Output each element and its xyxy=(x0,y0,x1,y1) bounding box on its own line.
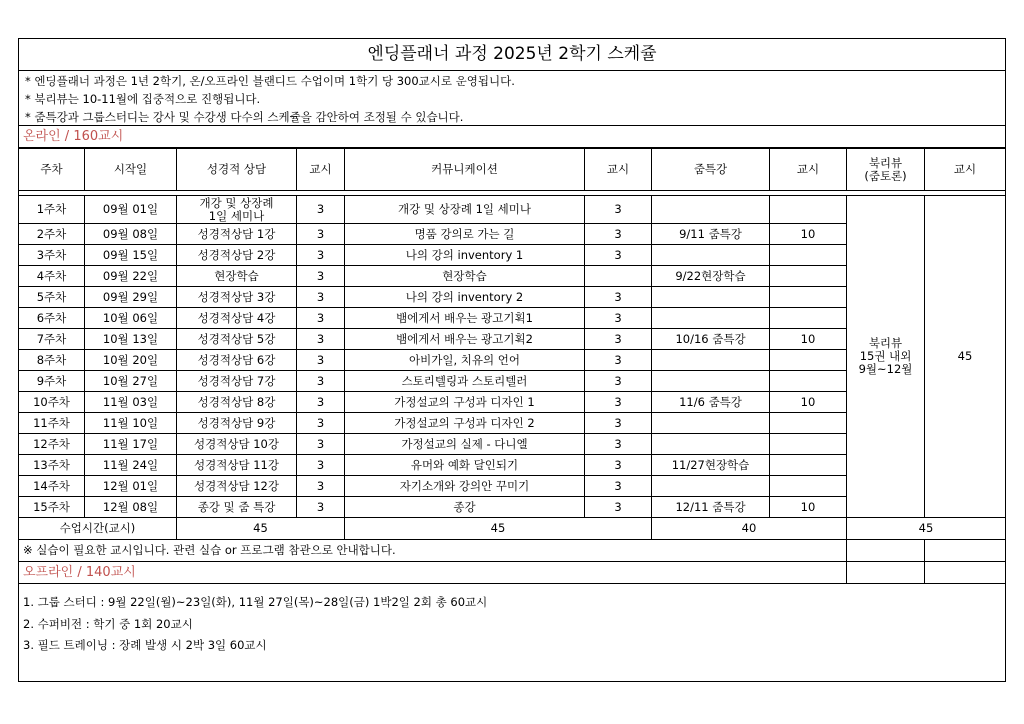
cell-counsel: 성경적상담 1강 xyxy=(177,224,297,245)
offline-section-label: 오프라인 / 140교시 xyxy=(19,562,847,584)
cell-date: 10월 20일 xyxy=(85,350,177,371)
cell-c3 xyxy=(770,308,847,329)
book-review-hours: 45 xyxy=(925,196,1006,518)
cell-date: 10월 27일 xyxy=(85,371,177,392)
cell-comm: 개강 및 상장례 1일 세미나 xyxy=(345,196,585,224)
cell-c2: 3 xyxy=(585,497,652,518)
cell-zoom: 11/6 줌특강 xyxy=(652,392,770,413)
cell-week: 12주차 xyxy=(19,434,85,455)
cell-zoom xyxy=(652,371,770,392)
column-header: 줌특강 xyxy=(652,149,770,191)
cell-comm: 명품 강의로 가는 길 xyxy=(345,224,585,245)
cell-date: 09월 01일 xyxy=(85,196,177,224)
cell-c2: 3 xyxy=(585,287,652,308)
totals-counsel: 45 xyxy=(177,518,345,540)
cell-week: 15주차 xyxy=(19,497,85,518)
cell-c2: 3 xyxy=(585,308,652,329)
cell-week: 14주차 xyxy=(19,476,85,497)
header-row xyxy=(19,149,1006,191)
cell-c1: 3 xyxy=(297,308,345,329)
cell-zoom xyxy=(652,245,770,266)
totals-row xyxy=(19,518,1006,540)
note-line: * 줌특강과 그룹스터디는 강사 및 수강생 다수의 스케쥴을 감안하여 조정될 수 있습니다. xyxy=(25,110,464,124)
note-line: * 엔딩플래너 과정은 1년 2학기, 온/오프라인 블랜디드 수업이며 1학기 당 300교시로 운영됩니다. xyxy=(25,74,515,88)
cell-zoom xyxy=(652,350,770,371)
cell-week: 11주차 xyxy=(19,413,85,434)
totals-label: 수업시간(교시) xyxy=(19,518,177,540)
cell-c3 xyxy=(770,455,847,476)
cell-week: 1주차 xyxy=(19,196,85,224)
cell-zoom: 9/22현장학습 xyxy=(652,266,770,287)
cell-counsel: 성경적상담 3강 xyxy=(177,287,297,308)
cell-comm: 뱀에게서 배우는 광고기획1 xyxy=(345,308,585,329)
cell-c2: 3 xyxy=(585,455,652,476)
cell-c2: 3 xyxy=(585,434,652,455)
empty-cell xyxy=(847,562,925,584)
column-header: 성경적 상담 xyxy=(177,149,297,191)
empty-cell xyxy=(925,562,1006,584)
cell-comm: 유머와 예화 달인되기 xyxy=(345,455,585,476)
offline-body xyxy=(19,584,1005,657)
cell-counsel: 성경적상담 12강 xyxy=(177,476,297,497)
cell-c3 xyxy=(770,196,847,224)
cell-c1: 3 xyxy=(297,266,345,287)
cell-c1: 3 xyxy=(297,329,345,350)
cell-week: 4주차 xyxy=(19,266,85,287)
cell-comm: 나의 강의 inventory 1 xyxy=(345,245,585,266)
cell-date: 12월 01일 xyxy=(85,476,177,497)
cell-c1: 3 xyxy=(297,245,345,266)
cell-c3 xyxy=(770,287,847,308)
cell-week: 13주차 xyxy=(19,455,85,476)
cell-comm: 나의 강의 inventory 2 xyxy=(345,287,585,308)
cell-c2: 3 xyxy=(585,350,652,371)
cell-counsel: 성경적상담 4강 xyxy=(177,308,297,329)
cell-c3: 10 xyxy=(770,497,847,518)
notes-block xyxy=(19,71,1005,126)
cell-c1: 3 xyxy=(297,434,345,455)
cell-date: 11월 24일 xyxy=(85,455,177,476)
cell-counsel: 현장학습 xyxy=(177,266,297,287)
cell-c1: 3 xyxy=(297,413,345,434)
cell-c2: 3 xyxy=(585,476,652,497)
totals-zoom: 40 xyxy=(652,518,847,540)
cell-counsel: 개강 및 상장례 1일 세미나 xyxy=(177,196,297,224)
cell-c3 xyxy=(770,413,847,434)
cell-zoom xyxy=(652,413,770,434)
cell-week: 9주차 xyxy=(19,371,85,392)
cell-zoom xyxy=(652,196,770,224)
cell-week: 2주차 xyxy=(19,224,85,245)
cell-c1: 3 xyxy=(297,224,345,245)
cell-c3: 10 xyxy=(770,329,847,350)
cell-c1: 3 xyxy=(297,350,345,371)
cell-c3: 10 xyxy=(770,224,847,245)
cell-c2: 3 xyxy=(585,245,652,266)
cell-date: 11월 10일 xyxy=(85,413,177,434)
cell-zoom: 11/27현장학습 xyxy=(652,455,770,476)
cell-c2: 3 xyxy=(585,224,652,245)
offline-item: 1. 그룹 스터디 : 9월 22일(월)~23일(화), 11월 27일(목)~28일(금) 1박2일 2회 총 60교시 xyxy=(23,595,488,609)
cell-c2: 3 xyxy=(585,329,652,350)
cell-c1: 3 xyxy=(297,497,345,518)
column-header: 교시 xyxy=(925,149,1006,191)
cell-counsel: 종강 및 줌 특강 xyxy=(177,497,297,518)
cell-counsel: 성경적상담 10강 xyxy=(177,434,297,455)
cell-c1: 3 xyxy=(297,455,345,476)
cell-counsel: 성경적상담 9강 xyxy=(177,413,297,434)
cell-c1: 3 xyxy=(297,476,345,497)
totals-comm: 45 xyxy=(345,518,652,540)
cell-zoom xyxy=(652,287,770,308)
schedule-body xyxy=(19,191,1006,584)
cell-c2: 3 xyxy=(585,413,652,434)
cell-week: 3주차 xyxy=(19,245,85,266)
cell-date: 09월 08일 xyxy=(85,224,177,245)
cell-c3 xyxy=(770,266,847,287)
cell-week: 5주차 xyxy=(19,287,85,308)
online-section-label: 온라인 / 160교시 xyxy=(19,126,1005,148)
offline-label-row xyxy=(19,562,1006,584)
cell-comm: 가정설교의 실제 - 다니엘 xyxy=(345,434,585,455)
cell-date: 11월 03일 xyxy=(85,392,177,413)
cell-comm: 아비가일, 치유의 언어 xyxy=(345,350,585,371)
cell-counsel: 성경적상담 8강 xyxy=(177,392,297,413)
cell-zoom xyxy=(652,308,770,329)
column-header: 교시 xyxy=(585,149,652,191)
column-header: 교시 xyxy=(770,149,847,191)
schedule-table xyxy=(18,148,1006,584)
cell-date: 10월 13일 xyxy=(85,329,177,350)
cell-date: 10월 06일 xyxy=(85,308,177,329)
cell-comm: 가정설교의 구성과 디자인 2 xyxy=(345,413,585,434)
cell-week: 6주차 xyxy=(19,308,85,329)
cell-zoom xyxy=(652,434,770,455)
cell-c3: 10 xyxy=(770,392,847,413)
column-header: 주차 xyxy=(19,149,85,191)
cell-date: 11월 17일 xyxy=(85,434,177,455)
schedule-document xyxy=(18,38,1006,682)
footnote-row xyxy=(19,540,1006,562)
cell-counsel: 성경적상담 11강 xyxy=(177,455,297,476)
cell-c1: 3 xyxy=(297,392,345,413)
cell-comm: 가정설교의 구성과 디자인 1 xyxy=(345,392,585,413)
note-line: * 북리뷰는 10-11월에 집중적으로 진행됩니다. xyxy=(25,92,261,106)
cell-comm: 자기소개와 강의안 꾸미기 xyxy=(345,476,585,497)
table-row xyxy=(19,196,1006,224)
offline-item: 2. 수퍼비전 : 학기 중 1회 20교시 xyxy=(23,616,193,631)
cell-c1: 3 xyxy=(297,371,345,392)
cell-c3 xyxy=(770,245,847,266)
cell-c1: 3 xyxy=(297,287,345,308)
cell-c2 xyxy=(585,266,652,287)
cell-comm: 스토리텔링과 스토리텔러 xyxy=(345,371,585,392)
cell-comm: 뱀에게서 배우는 광고기획2 xyxy=(345,329,585,350)
cell-counsel: 성경적상담 5강 xyxy=(177,329,297,350)
offline-item: 3. 필드 트레이닝 : 장례 발생 시 2박 3일 60교시 xyxy=(23,638,267,652)
column-header: 커뮤니케이션 xyxy=(345,149,585,191)
empty-cell xyxy=(925,540,1006,562)
cell-week: 10주차 xyxy=(19,392,85,413)
cell-counsel: 성경적상담 7강 xyxy=(177,371,297,392)
totals-book: 45 xyxy=(847,518,1006,540)
cell-comm: 현장학습 xyxy=(345,266,585,287)
cell-date: 09월 22일 xyxy=(85,266,177,287)
cell-counsel: 성경적상담 2강 xyxy=(177,245,297,266)
cell-c3 xyxy=(770,371,847,392)
empty-cell xyxy=(847,540,925,562)
cell-counsel: 성경적상담 6강 xyxy=(177,350,297,371)
cell-c2: 3 xyxy=(585,371,652,392)
cell-comm: 종강 xyxy=(345,497,585,518)
cell-zoom: 9/11 줌특강 xyxy=(652,224,770,245)
column-header: 시작일 xyxy=(85,149,177,191)
cell-date: 12월 08일 xyxy=(85,497,177,518)
cell-week: 8주차 xyxy=(19,350,85,371)
book-review-cell: 북리뷰 15권 내외 9월~12월 xyxy=(847,196,925,518)
cell-date: 09월 29일 xyxy=(85,287,177,308)
cell-c3 xyxy=(770,350,847,371)
cell-c2: 3 xyxy=(585,196,652,224)
cell-c1: 3 xyxy=(297,196,345,224)
column-header: 교시 xyxy=(297,149,345,191)
cell-c2: 3 xyxy=(585,392,652,413)
cell-c3 xyxy=(770,434,847,455)
cell-week: 7주차 xyxy=(19,329,85,350)
cell-c3 xyxy=(770,476,847,497)
footnote: ※ 실습이 필요한 교시입니다. 관련 실습 or 프로그램 참관으로 안내합니다. xyxy=(19,540,847,562)
document-title: 엔딩플래너 과정 2025년 2학기 스케쥴 xyxy=(19,39,1005,71)
cell-zoom: 12/11 줌특강 xyxy=(652,497,770,518)
cell-zoom: 10/16 줌특강 xyxy=(652,329,770,350)
column-header: 북리뷰 (줌토론) xyxy=(847,149,925,191)
cell-zoom xyxy=(652,476,770,497)
cell-date: 09월 15일 xyxy=(85,245,177,266)
